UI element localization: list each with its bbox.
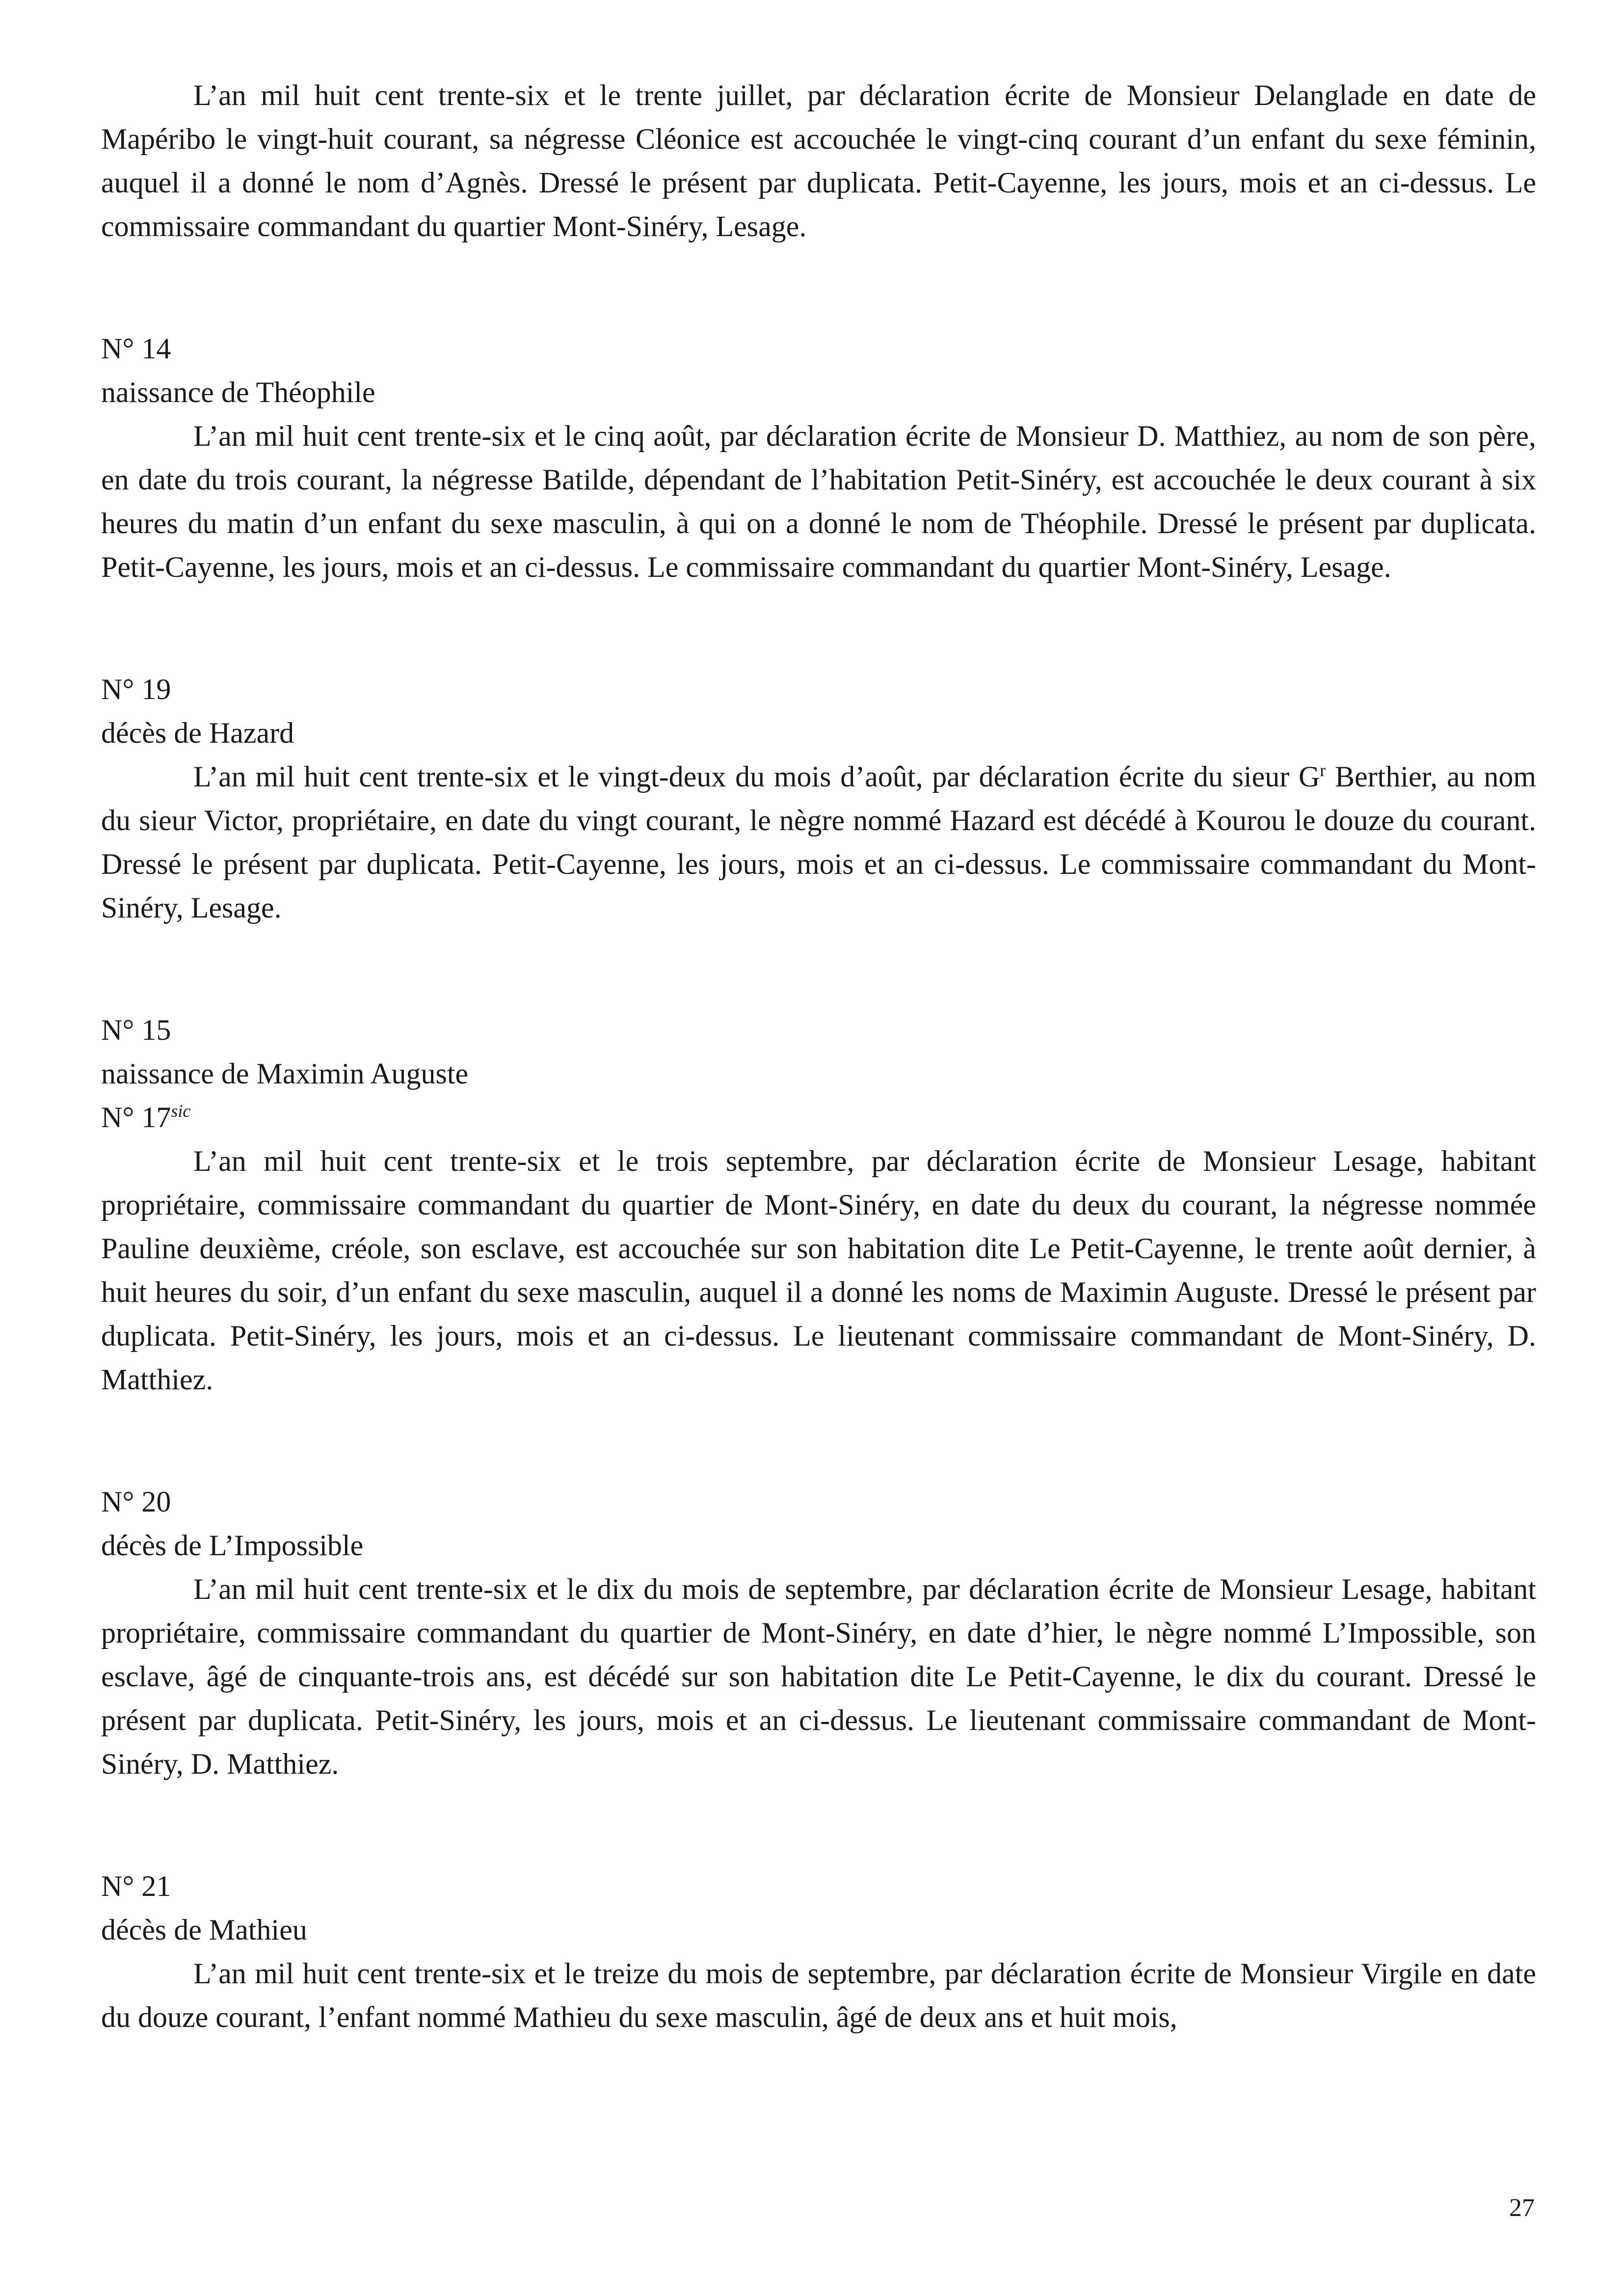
entry-alt-number	[101, 1096, 1536, 1139]
entry-number: N° 20	[101, 1486, 171, 1518]
entry-text-part: L’an mil huit cent trente-six et le vingt-deux du mois d’août, par déclaration écrite du sieur G	[193, 760, 1320, 793]
entry-maximin-auguste	[101, 1008, 1536, 1402]
entry-l-impossible	[101, 1480, 1536, 1786]
entry-subject: décès de L’Impossible	[101, 1529, 364, 1562]
entry-theophile	[101, 327, 1536, 589]
entry-mathieu	[101, 1864, 1536, 2039]
entry-text: L’an mil huit cent trente-six et le dix du mois de septembre, par déclaration écrite de Monsieur Lesage, habitant propriétaire, commissaire commandant du quartier de Mont-Sinéry, en date d’hier, le nègre nommé L’Impossible, son esclave, âgé de cinquante-trois ans, est décédé sur son habitation dite Le Petit-Cayenne, le dix du courant. Dressé le présent par duplicata. Petit-Sinéry, les jours, mois et an ci-dessus. Le lieutenant commissaire commandant de Mont-Sinéry, D. Matthiez.	[101, 1573, 1536, 1780]
entry-text: L’an mil huit cent trente-six et le trois septembre, par déclaration écrite de Monsieur Lesage, habitant propriétaire, commissaire commandant du quartier de Mont-Sinéry, en date du deux du courant, la négresse nommée Pauline deuxième, créole, son esclave, est accouchée sur son habitation dite Le Petit-Cayenne, le trente août dernier, à huit heures du soir, d’un enfant du sexe masculin, auquel il a donné les noms de Maximin Auguste. Dressé le présent par duplicata. Petit-Sinéry, les jours, mois et an ci-dessus. Le lieutenant commissaire commandant de Mont-Sinéry, D. Matthiez.	[101, 1145, 1536, 1396]
sic-note: sic	[171, 1101, 191, 1121]
entry-number: N° 14	[101, 332, 171, 365]
page-number: 27	[1509, 2194, 1535, 2222]
entry-subject: décès de Hazard	[101, 717, 294, 749]
entry-text	[101, 755, 1536, 930]
entry-number: N° 19	[101, 673, 171, 705]
entry-agnes	[101, 74, 1536, 248]
document-page	[101, 74, 1536, 2039]
entry-text: L’an mil huit cent trente-six et le trente juillet, par déclaration écrite de Monsieur Delanglade en date de Mapéribo le vingt-huit courant, sa négresse Cléonice est accouchée le vingt-cinq courant d’un enfant du sexe féminin, auquel il a donné le nom d’Agnès. Dressé le présent par duplicata. Petit-Cayenne, les jours, mois et an ci-dessus. Le commissaire commandant du quartier Mont-Sinéry, Lesage.	[101, 79, 1536, 243]
abbreviation-superscript: r	[1320, 760, 1326, 780]
entry-text: L’an mil huit cent trente-six et le cinq août, par déclaration écrite de Monsieur D. Matthiez, au nom de son père, en date du trois courant, la négresse Batilde, dépendant de l’habitation Petit-Sinéry, est accouchée le deux courant à six heures du matin d’un enfant du sexe masculin, à qui on a donné le nom de Théophile. Dressé le présent par duplicata. Petit-Cayenne, les jours, mois et an ci-dessus. Le commissaire commandant du quartier Mont-Sinéry, Lesage.	[101, 420, 1536, 583]
alt-number-text: N° 17	[101, 1101, 171, 1134]
entry-text-part: Berthier, au nom du sieur Victor, propriétaire, en date du vingt courant, le nègre nommé Hazard est décédé à Kourou le douze du courant. Dressé le présent par duplicata. Petit-Cayenne, les jours, mois et an ci-dessus. Le commissaire commandant du Mont-Sinéry, Lesage.	[101, 760, 1536, 924]
entry-hazard	[101, 668, 1536, 930]
entry-subject: naissance de Maximin Auguste	[101, 1057, 469, 1090]
entry-subject: décès de Mathieu	[101, 1914, 307, 1946]
entry-text: L’an mil huit cent trente-six et le treize du mois de septembre, par déclaration écrite de Monsieur Virgile en date du douze courant, l’enfant nommé Mathieu du sexe masculin, âgé de deux ans et huit mois,	[101, 1957, 1536, 2033]
entry-number: N° 15	[101, 1014, 171, 1046]
entry-number: N° 21	[101, 1870, 171, 1902]
entry-subject: naissance de Théophile	[101, 376, 375, 408]
